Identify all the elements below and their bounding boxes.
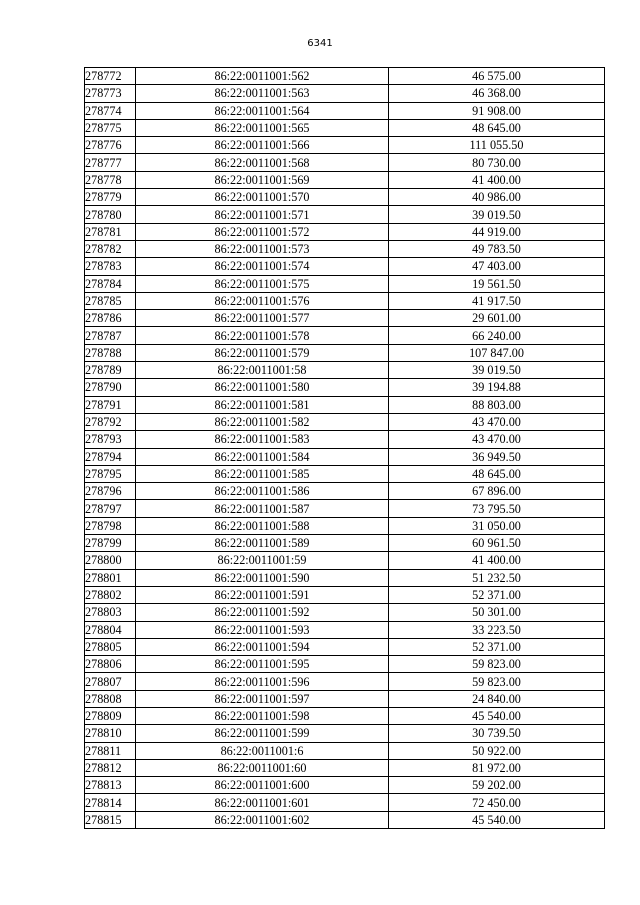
record-id-cell: 278815 [85, 811, 136, 828]
cadastral-number-cell: 86:22:0011001:591 [136, 586, 389, 603]
record-id-cell: 278781 [85, 223, 136, 240]
table-row [85, 85, 605, 102]
record-id-cell: 278776 [85, 137, 136, 154]
value-cell: 41 400.00 [389, 552, 605, 569]
record-id-cell: 278810 [85, 725, 136, 742]
table-row [85, 431, 605, 448]
cadastral-number-cell: 86:22:0011001:575 [136, 275, 389, 292]
table-row [85, 811, 605, 828]
cadastral-number-cell: 86:22:0011001:598 [136, 707, 389, 724]
cadastral-number-cell: 86:22:0011001:584 [136, 448, 389, 465]
record-id-cell: 278806 [85, 656, 136, 673]
cadastral-number-cell: 86:22:0011001:568 [136, 154, 389, 171]
table-row [85, 690, 605, 707]
cadastral-number-cell: 86:22:0011001:60 [136, 759, 389, 776]
record-id-cell: 278798 [85, 517, 136, 534]
record-id-cell: 278790 [85, 379, 136, 396]
record-id-cell: 278804 [85, 621, 136, 638]
table-row [85, 344, 605, 361]
cadastral-number-cell: 86:22:0011001:580 [136, 379, 389, 396]
record-id-cell: 278775 [85, 119, 136, 136]
record-id-cell: 278805 [85, 638, 136, 655]
record-id-cell: 278778 [85, 171, 136, 188]
cadastral-number-cell: 86:22:0011001:574 [136, 258, 389, 275]
record-id-cell: 278796 [85, 483, 136, 500]
value-cell: 91 908.00 [389, 102, 605, 119]
record-id-cell: 278809 [85, 707, 136, 724]
table-row [85, 638, 605, 655]
value-cell: 49 783.50 [389, 240, 605, 257]
cadastral-number-cell: 86:22:0011001:569 [136, 171, 389, 188]
record-id-cell: 278797 [85, 500, 136, 517]
table-row [85, 413, 605, 430]
value-cell: 39 194.88 [389, 379, 605, 396]
cadastral-number-cell: 86:22:0011001:590 [136, 569, 389, 586]
table-row [85, 586, 605, 603]
table-row [85, 102, 605, 119]
value-cell: 29 601.00 [389, 310, 605, 327]
table-row [85, 258, 605, 275]
record-id-cell: 278791 [85, 396, 136, 413]
value-cell: 48 645.00 [389, 119, 605, 136]
table-row [85, 604, 605, 621]
table-row [85, 517, 605, 534]
cadastral-number-cell: 86:22:0011001:581 [136, 396, 389, 413]
value-cell: 80 730.00 [389, 154, 605, 171]
record-id-cell: 278793 [85, 431, 136, 448]
cadastral-number-cell: 86:22:0011001:59 [136, 552, 389, 569]
cadastral-number-cell: 86:22:0011001:570 [136, 189, 389, 206]
record-id-cell: 278795 [85, 465, 136, 482]
cadastral-number-cell: 86:22:0011001:573 [136, 240, 389, 257]
record-id-cell: 278772 [85, 68, 136, 85]
value-cell: 33 223.50 [389, 621, 605, 638]
cadastral-number-cell: 86:22:0011001:563 [136, 85, 389, 102]
value-cell: 44 919.00 [389, 223, 605, 240]
value-cell: 66 240.00 [389, 327, 605, 344]
cadastral-number-cell: 86:22:0011001:592 [136, 604, 389, 621]
cadastral-number-cell: 86:22:0011001:583 [136, 431, 389, 448]
value-cell: 88 803.00 [389, 396, 605, 413]
value-cell: 46 368.00 [389, 85, 605, 102]
page-number: 6341 [307, 38, 333, 49]
cadastral-number-cell: 86:22:0011001:601 [136, 794, 389, 811]
cadastral-number-cell: 86:22:0011001:566 [136, 137, 389, 154]
record-id-cell: 278812 [85, 759, 136, 776]
table-row [85, 171, 605, 188]
record-id-cell: 278813 [85, 777, 136, 794]
value-cell: 31 050.00 [389, 517, 605, 534]
value-cell: 52 371.00 [389, 638, 605, 655]
table-row [85, 465, 605, 482]
table-row [85, 707, 605, 724]
record-id-cell: 278811 [85, 742, 136, 759]
value-cell: 73 795.50 [389, 500, 605, 517]
table-row [85, 154, 605, 171]
table-row [85, 223, 605, 240]
cadastral-number-cell: 86:22:0011001:602 [136, 811, 389, 828]
value-cell: 39 019.50 [389, 206, 605, 223]
cadastral-number-cell: 86:22:0011001:586 [136, 483, 389, 500]
cadastral-number-cell: 86:22:0011001:564 [136, 102, 389, 119]
record-id-cell: 278802 [85, 586, 136, 603]
value-cell: 111 055.50 [389, 137, 605, 154]
record-id-cell: 278803 [85, 604, 136, 621]
cadastral-number-cell: 86:22:0011001:600 [136, 777, 389, 794]
table-row [85, 292, 605, 309]
cadastral-number-cell: 86:22:0011001:587 [136, 500, 389, 517]
table-row [85, 310, 605, 327]
value-cell: 51 232.50 [389, 569, 605, 586]
value-cell: 19 561.50 [389, 275, 605, 292]
table-row [85, 137, 605, 154]
record-id-cell: 278773 [85, 85, 136, 102]
value-cell: 48 645.00 [389, 465, 605, 482]
value-cell: 41 400.00 [389, 171, 605, 188]
table-row [85, 673, 605, 690]
cadastral-number-cell: 86:22:0011001:565 [136, 119, 389, 136]
value-cell: 45 540.00 [389, 707, 605, 724]
record-id-cell: 278799 [85, 535, 136, 552]
cadastral-number-cell: 86:22:0011001:599 [136, 725, 389, 742]
table-row [85, 240, 605, 257]
cadastral-number-cell: 86:22:0011001:58 [136, 362, 389, 379]
value-cell: 39 019.50 [389, 362, 605, 379]
record-id-cell: 278783 [85, 258, 136, 275]
table-row [85, 448, 605, 465]
table-row [85, 725, 605, 742]
table-row [85, 742, 605, 759]
record-id-cell: 278785 [85, 292, 136, 309]
record-id-cell: 278787 [85, 327, 136, 344]
data-table [84, 67, 605, 829]
record-id-cell: 278800 [85, 552, 136, 569]
value-cell: 59 823.00 [389, 656, 605, 673]
value-cell: 43 470.00 [389, 431, 605, 448]
value-cell: 60 961.50 [389, 535, 605, 552]
table-row [85, 759, 605, 776]
table-row [85, 206, 605, 223]
table-row [85, 569, 605, 586]
value-cell: 59 823.00 [389, 673, 605, 690]
record-id-cell: 278789 [85, 362, 136, 379]
value-cell: 40 986.00 [389, 189, 605, 206]
table-row [85, 552, 605, 569]
record-id-cell: 278774 [85, 102, 136, 119]
value-cell: 107 847.00 [389, 344, 605, 361]
record-id-cell: 278786 [85, 310, 136, 327]
cadastral-number-cell: 86:22:0011001:594 [136, 638, 389, 655]
table-row [85, 500, 605, 517]
cadastral-number-cell: 86:22:0011001:562 [136, 68, 389, 85]
value-cell: 72 450.00 [389, 794, 605, 811]
table-row [85, 777, 605, 794]
record-id-cell: 278792 [85, 413, 136, 430]
record-id-cell: 278784 [85, 275, 136, 292]
record-id-cell: 278801 [85, 569, 136, 586]
table-row [85, 379, 605, 396]
record-id-cell: 278808 [85, 690, 136, 707]
record-id-cell: 278782 [85, 240, 136, 257]
table-row [85, 362, 605, 379]
value-cell: 52 371.00 [389, 586, 605, 603]
value-cell: 59 202.00 [389, 777, 605, 794]
value-cell: 50 922.00 [389, 742, 605, 759]
record-id-cell: 278788 [85, 344, 136, 361]
table-row [85, 68, 605, 85]
value-cell: 45 540.00 [389, 811, 605, 828]
record-id-cell: 278779 [85, 189, 136, 206]
cadastral-number-cell: 86:22:0011001:582 [136, 413, 389, 430]
value-cell: 36 949.50 [389, 448, 605, 465]
cadastral-number-cell: 86:22:0011001:597 [136, 690, 389, 707]
table-row [85, 535, 605, 552]
table-row [85, 119, 605, 136]
cadastral-number-cell: 86:22:0011001:589 [136, 535, 389, 552]
record-id-cell: 278780 [85, 206, 136, 223]
cadastral-number-cell: 86:22:0011001:577 [136, 310, 389, 327]
cadastral-number-cell: 86:22:0011001:572 [136, 223, 389, 240]
table-row [85, 189, 605, 206]
record-id-cell: 278794 [85, 448, 136, 465]
table-row [85, 327, 605, 344]
value-cell: 81 972.00 [389, 759, 605, 776]
value-cell: 43 470.00 [389, 413, 605, 430]
cadastral-number-cell: 86:22:0011001:588 [136, 517, 389, 534]
table-row [85, 794, 605, 811]
cadastral-number-cell: 86:22:0011001:596 [136, 673, 389, 690]
value-cell: 47 403.00 [389, 258, 605, 275]
table-row [85, 396, 605, 413]
record-id-cell: 278814 [85, 794, 136, 811]
cadastral-number-cell: 86:22:0011001:571 [136, 206, 389, 223]
value-cell: 30 739.50 [389, 725, 605, 742]
cadastral-number-cell: 86:22:0011001:585 [136, 465, 389, 482]
value-cell: 67 896.00 [389, 483, 605, 500]
record-id-cell: 278807 [85, 673, 136, 690]
record-id-cell: 278777 [85, 154, 136, 171]
cadastral-number-cell: 86:22:0011001:6 [136, 742, 389, 759]
table-body [85, 68, 605, 829]
value-cell: 46 575.00 [389, 68, 605, 85]
value-cell: 24 840.00 [389, 690, 605, 707]
table-row [85, 275, 605, 292]
cadastral-number-cell: 86:22:0011001:593 [136, 621, 389, 638]
table-row [85, 483, 605, 500]
cadastral-number-cell: 86:22:0011001:576 [136, 292, 389, 309]
value-cell: 50 301.00 [389, 604, 605, 621]
table-row [85, 621, 605, 638]
table-row [85, 656, 605, 673]
value-cell: 41 917.50 [389, 292, 605, 309]
cadastral-number-cell: 86:22:0011001:578 [136, 327, 389, 344]
cadastral-number-cell: 86:22:0011001:579 [136, 344, 389, 361]
cadastral-number-cell: 86:22:0011001:595 [136, 656, 389, 673]
